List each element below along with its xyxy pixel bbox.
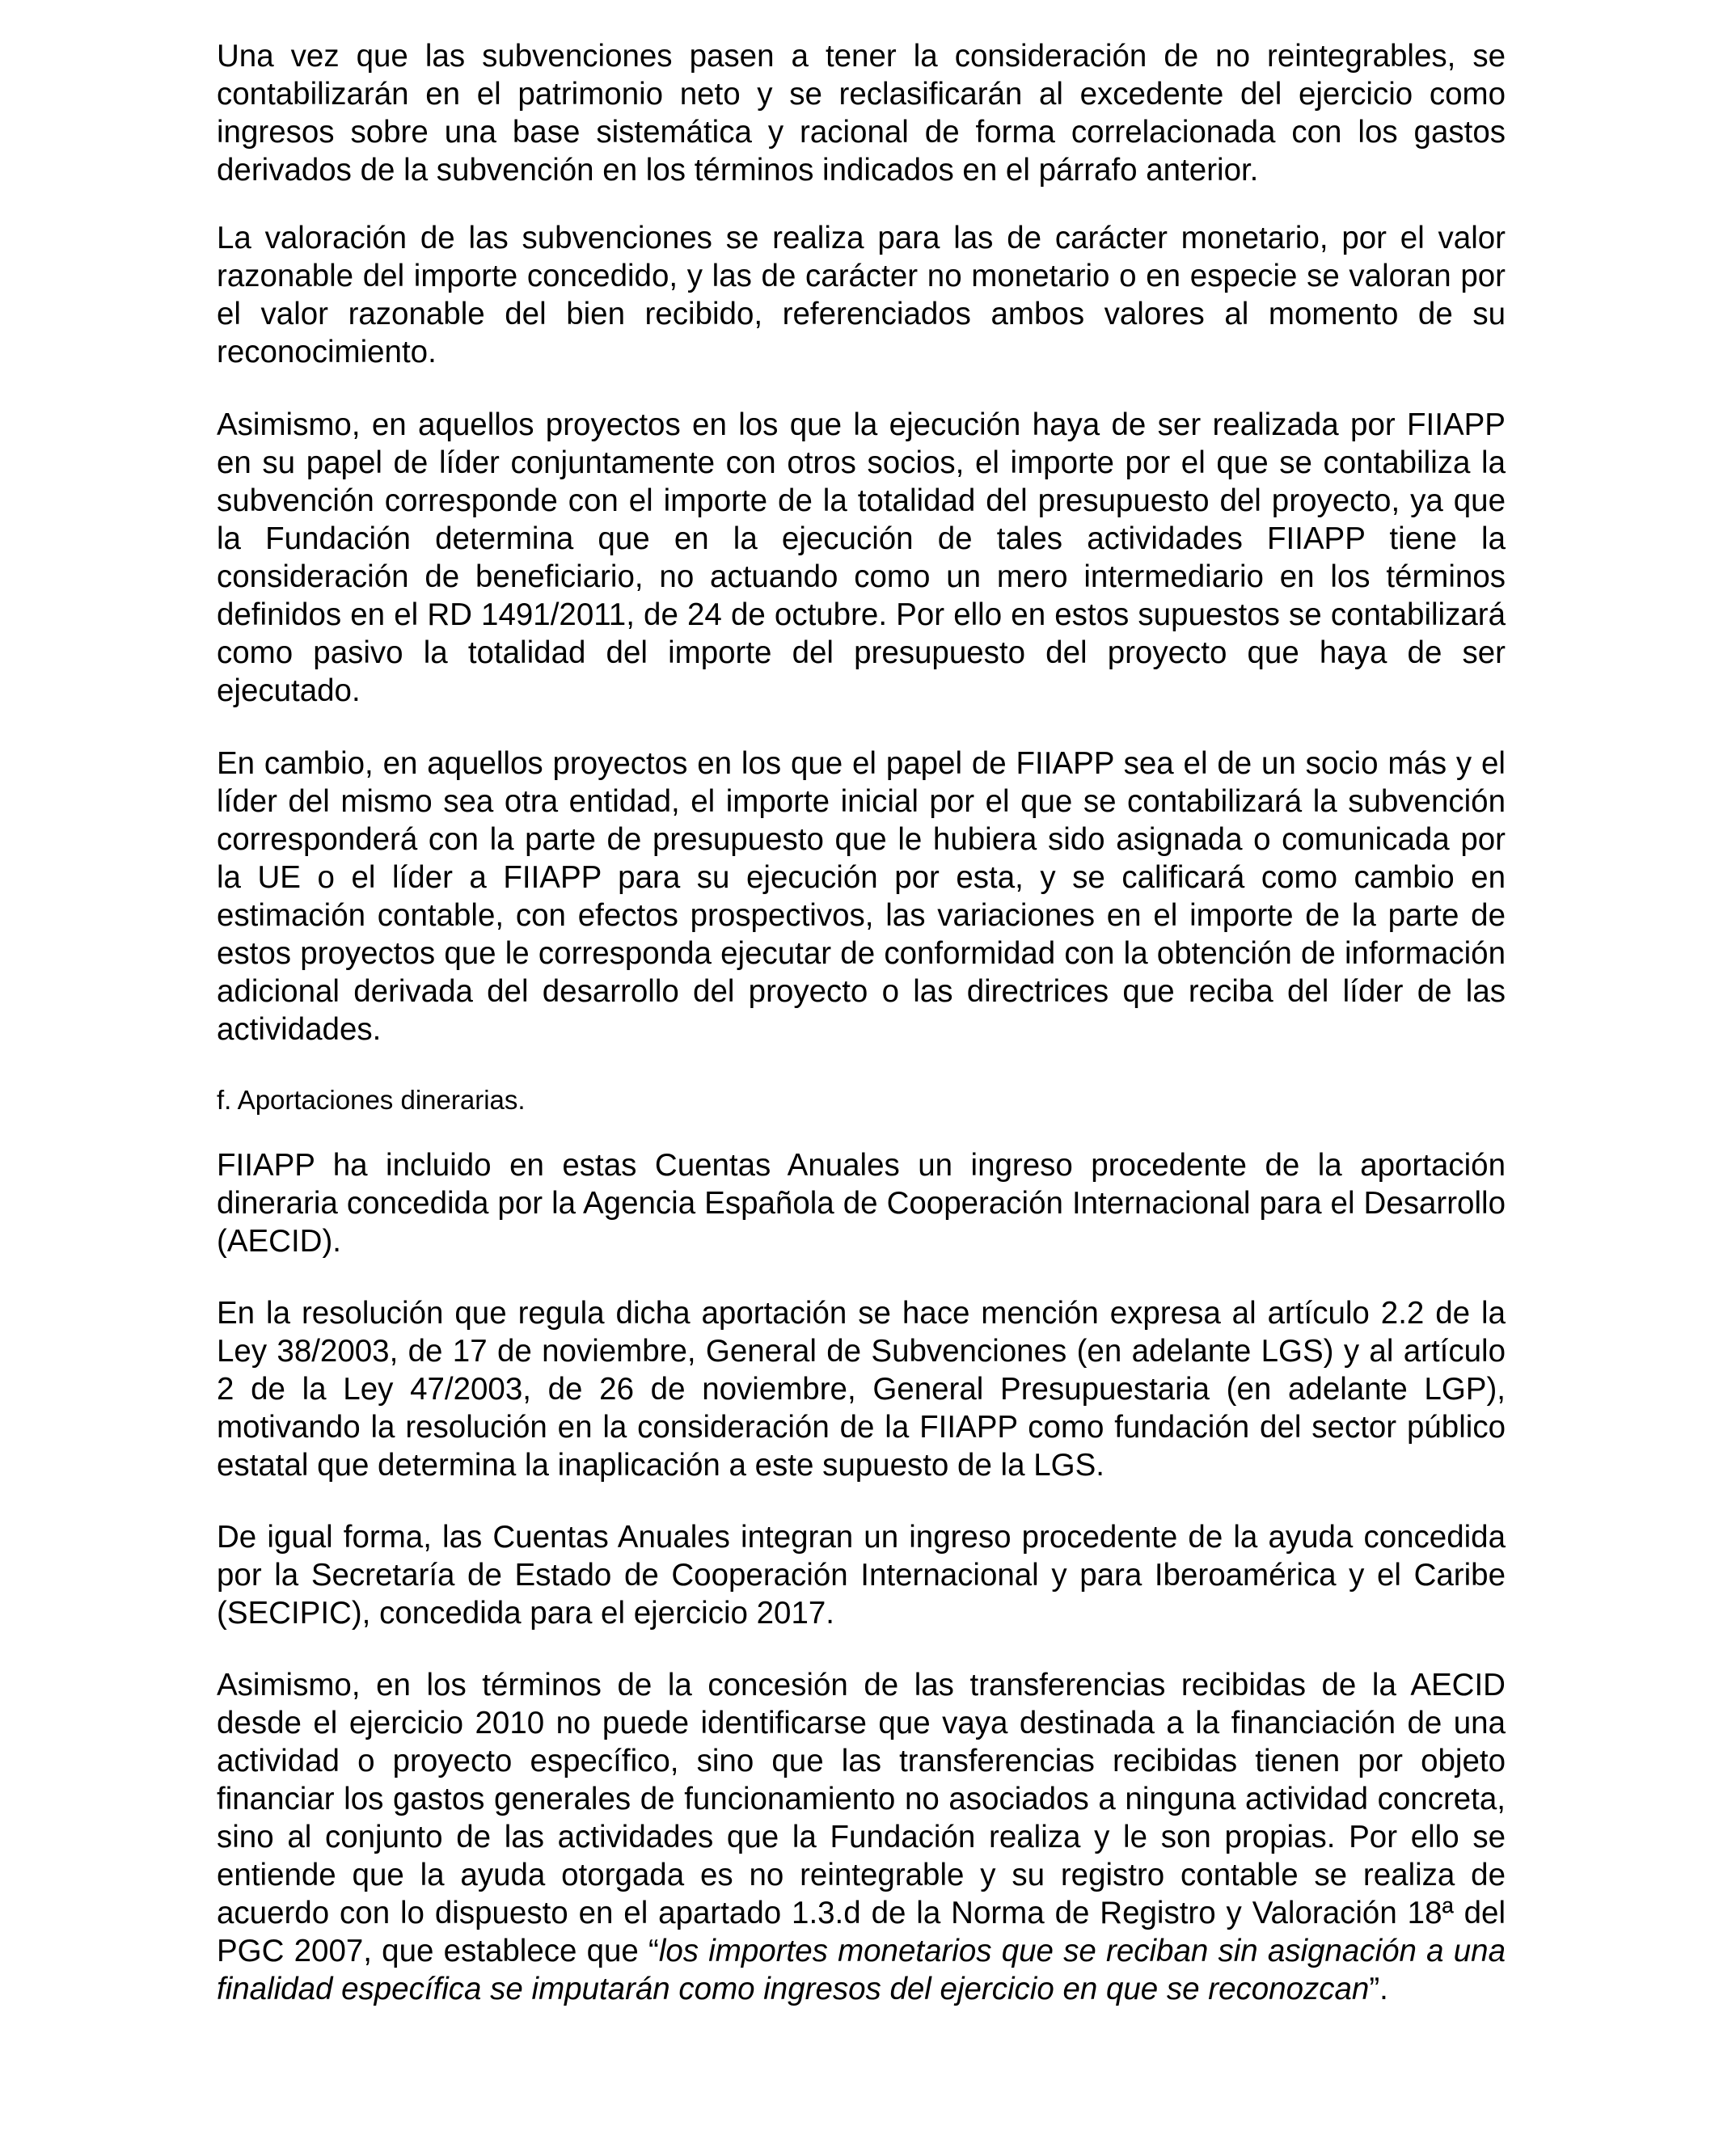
paragraph-resolucion-lgs: En la resolución que regula dicha aportación se hace mención expresa al artículo 2.2 de la Ley 38/2003, de 17 de noviembre, General de Subvenciones (en adelante LGS) y al artículo 2 de la Ley 47/2003, de 26 de noviembre, General Presupuestaria (en adelante LGP), motivando la resolución en la consideración de la FIIAPP como fundación del sector público estatal que determina la inaplicación a este supuesto de la LGS. xyxy=(217,1296,1506,1483)
paragraph-ayuda-secipic: De igual forma, las Cuentas Anuales integran un ingreso procedente de la ayuda concedida por la Secretaría de Estado de Cooperación Internacional y para Iberoamérica y el Caribe (SECIPIC), concedida para el ejercicio 2017. xyxy=(217,1520,1506,1631)
paragraph-transferencias-aecid xyxy=(217,1666,1506,2008)
quoted-norma-text: los importes monetarios que se reciban sin asignación a una finalidad específica se imputarán como ingresos del ejercicio en que se reconozcan xyxy=(217,1934,1506,2006)
document-page xyxy=(217,37,1506,2008)
paragraph-aportacion-aecid: FIIAPP ha incluido en estas Cuentas Anuales un ingreso procedente de la aportación dineraria concedida por la Agencia Española de Cooperación Internacional para el Desarrollo (AECID). xyxy=(217,1148,1506,1259)
paragraph-valoracion-subvenciones: La valoración de las subvenciones se realiza para las de carácter monetario, por el valor razonable del importe concedido, y las de carácter no monetario o en especie se valoran por el valor razonable del bien recibido, referenciados ambos valores al momento de su reconocimiento. xyxy=(217,221,1506,369)
section-heading-aportaciones: f. Aportaciones dinerarias. xyxy=(217,1085,526,1115)
paragraph-proyectos-socio: En cambio, en aquellos proyectos en los que el papel de FIIAPP sea el de un socio más y el líder del mismo sea otra entidad, el importe inicial por el que se contabilizará la subvención corresponderá con la parte de presupuesto que le hubiera sido asignada o comunicada por la UE o el líder a FIIAPP para su ejecución por esta, y se calificará como cambio en estimación contable, con efectos prospectivos, las variaciones en el importe de la parte de estos proyectos que le corresponda ejecutar de conformidad con la obtención de información adicional derivada del desarrollo del proyecto o las directrices que reciba del líder de las actividades. xyxy=(217,746,1506,1047)
paragraph-subvenciones-no-reintegrables: Una vez que las subvenciones pasen a tener la consideración de no reintegrables, se contabilizarán en el patrimonio neto y se reclasificarán al excedente del ejercicio como ingresos sobre una base sistemática y racional de forma correlacionada con los gastos derivados de la subvención en los términos indicados en el párrafo anterior. xyxy=(217,39,1506,188)
quote-close: ”. xyxy=(1369,1972,1388,2006)
paragraph-proyectos-lider: Asimismo, en aquellos proyectos en los que la ejecución haya de ser realizada por FIIAPP en su papel de líder conjuntamente con otros socios, el importe por el que se contabiliza la subvención corresponde con el importe de la totalidad del presupuesto del proyecto, ya que la Fundación determina que en la ejecución de tales actividades FIIAPP tiene la consideración de beneficiario, no actuando como un mero intermediario en los términos definidos en el RD 1491/2011, de 24 de octubre. Por ello en estos supuestos se contabilizará como pasivo la totalidad del importe del presupuesto del proyecto que haya de ser ejecutado. xyxy=(217,407,1506,708)
paragraph-transferencias-text: Asimismo, en los términos de la concesión de las transferencias recibidas de la AECID desde el ejercicio 2010 no puede identificarse que vaya destinada a la financiación de una actividad o proyecto específico, sino que las transferencias recibidas tienen por objeto financiar los gastos generales de funcionamiento no asociados a ninguna actividad concreta, sino al conjunto de las actividades que la Fundación realiza y le son propias. Por ello se entiende que la ayuda otorgada es no reintegrable y su registro contable se realiza de acuerdo con lo dispuesto en el apartado 1.3.d de la Norma de Registro y Valoración 18ª del PGC 2007, que establece que “ xyxy=(217,1668,1506,1968)
